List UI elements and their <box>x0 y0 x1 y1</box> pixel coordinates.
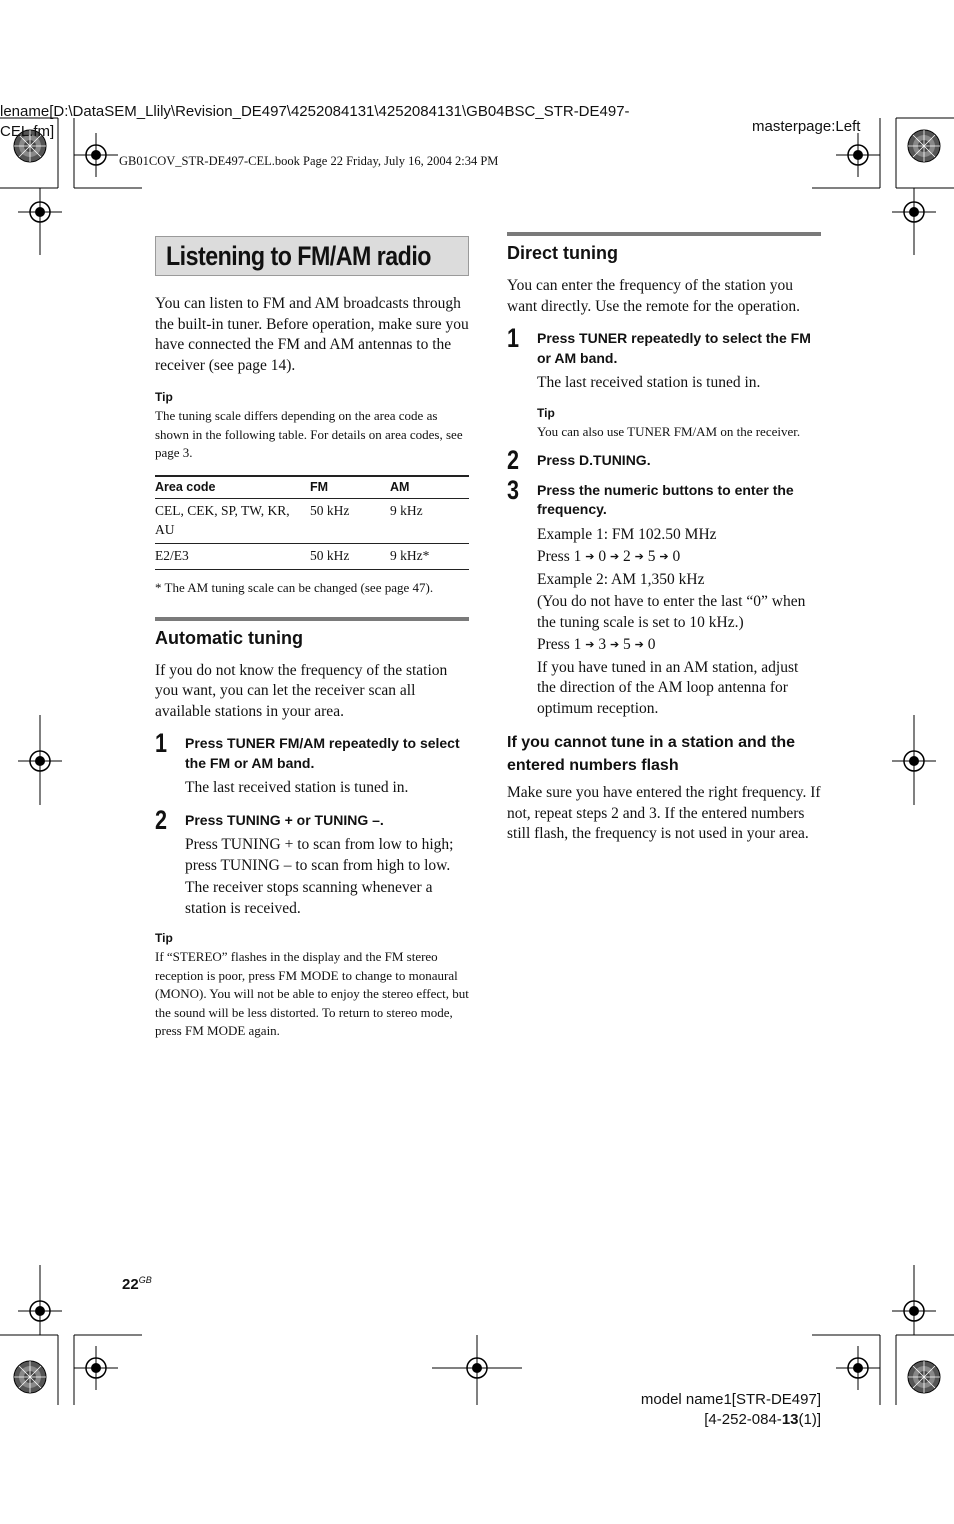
table-cell: 9 kHz <box>390 498 469 543</box>
model-code-suffix: (1)] <box>798 1411 821 1428</box>
model-info <box>641 1390 821 1430</box>
right-column <box>507 232 821 845</box>
header-filename-line1: lename[D:\DataSEM_Llily\Revision_DE497\4252084131\4252084131\GB04BSC_STR-DE497- <box>0 103 630 120</box>
table-row <box>155 543 469 569</box>
header-filename <box>0 102 660 142</box>
automatic-tuning-intro: If you do not know the frequency of the station you want, you can let the receiver scan all available stations in your area. <box>155 661 448 720</box>
section-rule <box>155 617 469 621</box>
step-body: The last received station is tuned in. <box>537 374 761 391</box>
model-code-prefix: [4-252-084- <box>704 1411 782 1428</box>
table-header-row <box>155 476 469 499</box>
model-code-bold: 13 <box>781 1411 799 1428</box>
step-item <box>507 474 821 720</box>
page-number-value: 22 <box>122 1276 139 1293</box>
table-header-am: AM <box>390 476 469 499</box>
tip-label: Tip <box>155 931 173 945</box>
arrow-right-icon: ➔ <box>609 639 620 651</box>
press-sequence <box>537 635 821 656</box>
section-title-box <box>155 236 469 276</box>
press-key: Press 1 <box>537 548 582 565</box>
press-key: 3 <box>598 636 607 653</box>
arrow-right-icon: ➔ <box>634 639 644 651</box>
tip-label: Tip <box>155 390 173 404</box>
press-key: 2 <box>623 548 631 565</box>
step-title: Press the numeric buttons to enter the frequency. <box>537 481 794 517</box>
arrow-right-icon: ➔ <box>659 551 669 563</box>
table-footnote: * The AM tuning scale can be changed (see page 47). <box>155 579 434 595</box>
table-cell: 50 kHz <box>310 543 390 569</box>
step-title: Press D.TUNING. <box>537 452 651 468</box>
intro-paragraph: You can listen to FM and AM broadcasts through the built-in tuner. Before operation, make sure you have connected the FM and AM antennas to the receiver (see page 14). <box>155 295 469 374</box>
press-key: 5 <box>647 548 656 565</box>
step-title: Press TUNING + or TUNING –. <box>185 811 384 828</box>
page-title: Listening to FM/AM radio <box>166 241 431 271</box>
section-rule <box>507 232 821 236</box>
press-key: 0 <box>672 548 681 565</box>
press-key: 0 <box>647 636 656 653</box>
step-item <box>507 445 821 475</box>
page-number-suffix: GB <box>138 1275 152 1285</box>
step-number: 1 <box>155 728 168 758</box>
table-cell: E2/E3 <box>155 543 310 569</box>
am-antenna-note: If you have tuned in an AM station, adjust the direction of the AM loop antenna for optimum reception. <box>537 658 799 717</box>
press-key: 5 <box>623 636 631 653</box>
tip-text: You can also use TUNER FM/AM on the receiver. <box>537 423 801 439</box>
step-body: Press TUNING + to scan from low to high; press TUNING – to scan from high to low. <box>185 836 454 874</box>
step-note: (You do not have to enter the last “0” when the tuning scale is set to 10 kHz.) <box>537 593 806 631</box>
example-line: Example 1: FM 102.50 MHz <box>537 525 717 543</box>
page-number <box>122 1275 152 1293</box>
model-name: model name1[STR-DE497] <box>640 1391 821 1408</box>
area-code-table <box>155 475 469 570</box>
troubleshoot-heading: If you cannot tune in a station and the entered numbers flash <box>507 734 796 774</box>
model-code <box>641 1410 821 1430</box>
direct-tuning-intro: You can enter the frequency of the station you want directly. Use the remote for the operation. <box>507 277 800 315</box>
direct-tuning-heading: Direct tuning <box>507 243 618 263</box>
table-cell: 50 kHz <box>310 498 390 543</box>
table-row <box>155 498 469 543</box>
arrow-right-icon: ➔ <box>585 639 595 651</box>
press-sequence <box>537 547 821 568</box>
step-number: 3 <box>507 474 520 505</box>
table-header-area-code: Area code <box>155 476 310 499</box>
automatic-tuning-heading: Automatic tuning <box>155 627 303 648</box>
step-title: Press TUNER repeatedly to select the FM or AM band. <box>537 330 811 366</box>
step-number: 2 <box>507 445 520 475</box>
table-cell: CEL, CEK, SP, TW, KR, AU <box>155 498 310 543</box>
arrow-right-icon: ➔ <box>634 551 644 563</box>
press-key: 0 <box>598 548 607 565</box>
header-filename-line2: CEL.fm] <box>0 123 55 140</box>
arrow-right-icon: ➔ <box>585 551 595 563</box>
step-body: The last received station is tuned in. <box>185 779 409 796</box>
step-body: The receiver stops scanning whenever a station is received. <box>185 879 433 917</box>
header-masterpage: masterpage:Left <box>752 118 861 135</box>
step-number: 2 <box>155 804 168 835</box>
tip-label: Tip <box>537 405 555 420</box>
arrow-right-icon: ➔ <box>609 551 620 563</box>
table-header-fm: FM <box>310 476 390 499</box>
step-item <box>507 323 821 441</box>
troubleshoot-text: Make sure you have entered the right frequency. If not, repeat steps 2 and 3. If the entered numbers still flash, the frequency is not used in your area. <box>507 784 821 842</box>
left-column <box>155 236 469 1041</box>
table-cell: 9 kHz* <box>390 543 469 569</box>
example-line: Example 2: AM 1,350 kHz <box>537 570 705 588</box>
step-number: 1 <box>507 323 520 353</box>
press-key: Press 1 <box>537 636 582 653</box>
tip-text: The tuning scale differs depending on the area code as shown in the following table. For details on area codes, see page 3. <box>155 408 463 460</box>
step-item <box>155 804 469 920</box>
step-item <box>155 728 469 799</box>
step-title: Press TUNER FM/AM repeatedly to select the FM or AM band. <box>185 735 460 771</box>
tip-text: If “STEREO” flashes in the display and the FM stereo reception is poor, press FM MODE to change to monaural (MONO). You will not be able to enjoy the stereo effect, but the sound will be less distorted. To return to stereo mode, press FM MODE again. <box>155 949 469 1038</box>
header-book-line: GB01COV_STR-DE497-CEL.book Page 22 Friday, July 16, 2004 2:34 PM <box>119 154 499 168</box>
